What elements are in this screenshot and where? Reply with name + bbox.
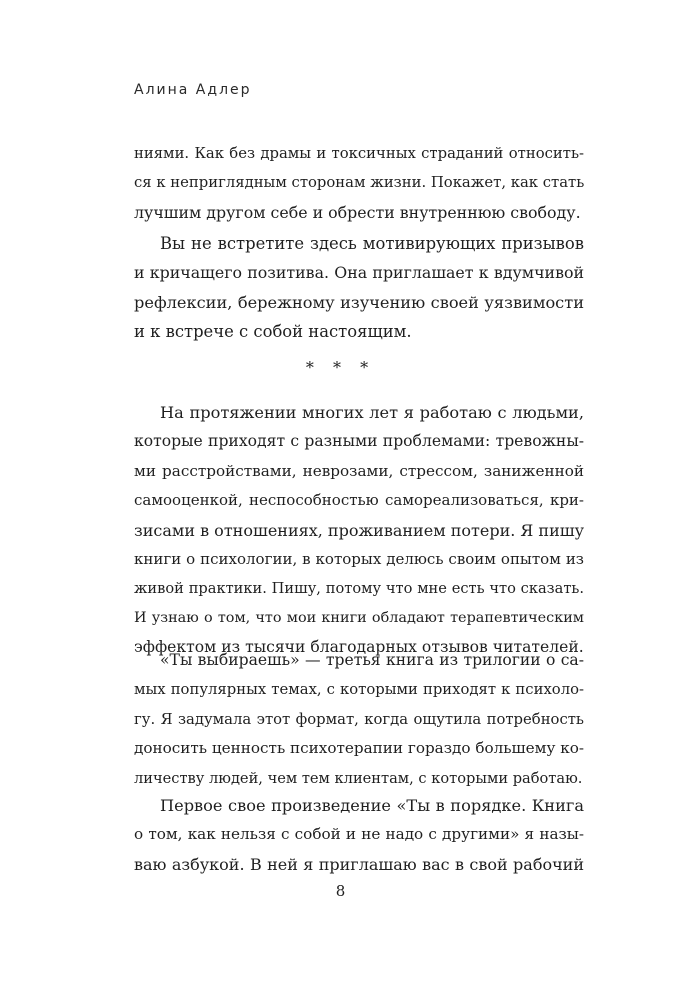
section-separator: * * * — [305, 358, 376, 377]
paragraph-1 — [134, 139, 584, 227]
text-line: ниями. Как без драмы и токсичных страданий относить- — [134, 145, 584, 162]
text-line: На протяжении многих лет я работаю с людьми, — [160, 403, 584, 422]
text-line: которые приходят с разными проблемами: тревожны- — [134, 432, 584, 451]
text-line: зисами в отношениях, проживанием потери. Я пишу — [134, 520, 585, 540]
text-line: эффектом из тысячи благодарных отзывов читателей. — [134, 638, 584, 657]
text-line: Первое свое произведение «Ты в порядке. Книга — [160, 796, 584, 815]
text-line: рефлексии, бережному изучению своей уязвимости — [134, 292, 584, 312]
text-line: И узнаю о том, что мои книги обладают терапевтическим — [134, 609, 584, 626]
text-line: о том, как нельзя с собой и не надо с другими» я назы- — [134, 825, 584, 844]
paragraph-5 — [134, 791, 584, 879]
paragraph-3 — [134, 398, 584, 663]
running-header-author: Алина Адлер — [134, 82, 252, 98]
text-line: мых популярных темах, с которыми приходят к психоло- — [134, 681, 584, 699]
text-line: «Ты выбираешь» — третья книга из трилогии о са- — [160, 651, 584, 669]
text-line: книги о психологии, в которых делюсь своим опытом из — [134, 550, 584, 569]
text-line: ся к неприглядным сторонам жизни. Покажет, как стать — [134, 174, 585, 192]
page-number: 8 — [335, 882, 346, 900]
text-line: Вы не встретите здесь мотивирующих призывов — [160, 234, 584, 253]
paragraph-4 — [134, 646, 584, 793]
text-line: личеству людей, чем тем клиентам, с которыми работаю. — [134, 769, 583, 787]
text-line: лучшим другом себе и обрести внутреннюю свободу. — [134, 202, 581, 222]
text-line: живой практики. Пишу, потому что мне есть что сказать. — [134, 580, 584, 598]
text-line: и кричащего позитива. Она приглашает к вдумчивой — [134, 263, 584, 283]
text-line: ми расстройствами, неврозами, стрессом, заниженной — [134, 461, 584, 480]
text-line: и к встрече с собой настоящим. — [134, 322, 412, 342]
text-line: гу. Я задумала этот формат, когда ощутила потребность — [134, 710, 584, 728]
paragraph-2 — [134, 229, 584, 347]
text-line: ваю азбукой. В ней я приглашаю вас в свой рабочий — [134, 854, 584, 874]
text-line: самооценкой, неспособностью самореализоваться, кри- — [134, 491, 584, 510]
text-line: доносить ценность психотерапии гораздо большему ко- — [134, 739, 584, 758]
